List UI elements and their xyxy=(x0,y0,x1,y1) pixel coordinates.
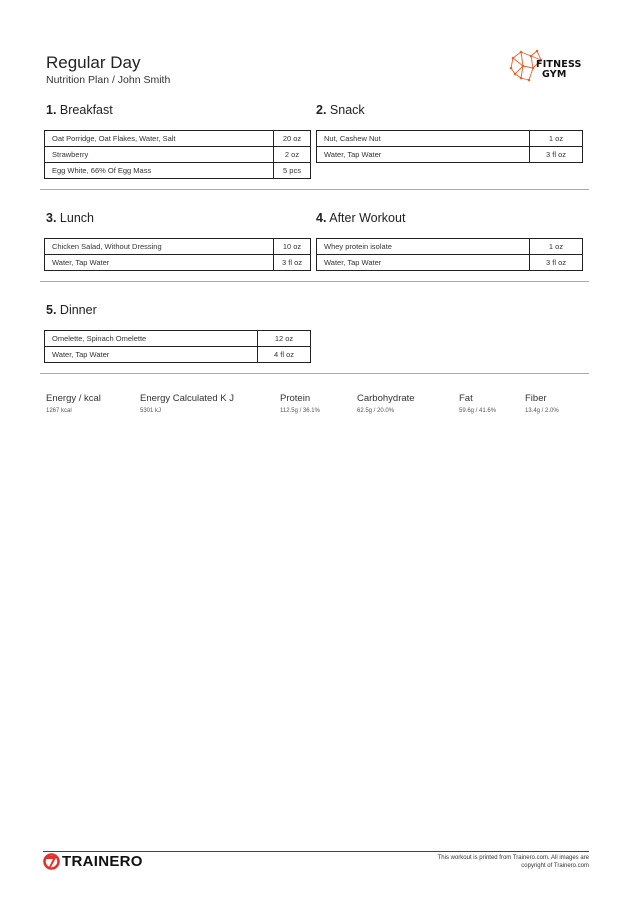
section-name: Lunch xyxy=(59,211,94,225)
food-cell: Chicken Salad, Without Dressing xyxy=(45,239,274,255)
food-cell: Water, Tap Water xyxy=(317,147,530,163)
section-divider xyxy=(40,189,589,190)
food-cell: Nut, Cashew Nut xyxy=(317,131,530,147)
food-cell: Water, Tap Water xyxy=(317,255,530,271)
page-subtitle: Nutrition Plan / John Smith xyxy=(46,74,171,86)
food-cell: Strawberry xyxy=(45,147,274,163)
food-cell: Water, Tap Water xyxy=(45,347,258,363)
quantity-cell: 3 fl oz xyxy=(530,255,583,271)
section-number: 5. xyxy=(46,303,57,317)
copyright-line: copyright of Trainero.com xyxy=(521,863,589,869)
nutrient-label: Energy / kcal xyxy=(46,393,101,404)
nutrient-energy-kcal xyxy=(46,393,101,414)
nutrient-value: 112.5g / 36.1% xyxy=(280,408,320,414)
trainero-mark-icon xyxy=(43,853,60,870)
copyright-line: This workout is printed from Trainero.com. All images are xyxy=(437,855,589,861)
quantity-cell: 1 oz xyxy=(530,131,583,147)
section-name: Breakfast xyxy=(59,103,113,117)
meal-table-lunch xyxy=(44,238,311,271)
section-name: Snack xyxy=(329,103,365,117)
table-row xyxy=(317,239,583,255)
table-row xyxy=(317,131,583,147)
nutrient-value: 5301 kJ xyxy=(140,408,162,414)
nutrient-fiber xyxy=(525,393,559,414)
section-title-lunch xyxy=(46,211,94,225)
brand-wordmark: TRAINERO xyxy=(62,853,143,870)
section-divider xyxy=(40,281,589,282)
quantity-cell: 4 fl oz xyxy=(258,347,311,363)
nutrient-fat xyxy=(459,393,496,414)
food-cell: Omelette, Spinach Omelette xyxy=(45,331,258,347)
table-row xyxy=(45,255,311,271)
section-title-snack xyxy=(316,103,365,117)
section-title-breakfast xyxy=(46,103,113,117)
table-row xyxy=(45,331,311,347)
meal-table-dinner xyxy=(44,330,311,363)
food-cell: Egg White, 66% Of Egg Mass xyxy=(45,163,274,179)
food-cell: Oat Porridge, Oat Flakes, Water, Salt xyxy=(45,131,274,147)
section-title-dinner xyxy=(46,303,97,317)
quantity-cell: 20 oz xyxy=(274,131,311,147)
quantity-cell: 3 fl oz xyxy=(530,147,583,163)
nutrient-label: Fat xyxy=(459,393,473,404)
section-number: 4. xyxy=(316,211,327,225)
fitness-gym-logo xyxy=(507,48,589,86)
section-number: 2. xyxy=(316,103,327,117)
section-divider xyxy=(40,373,589,374)
quantity-cell: 3 fl oz xyxy=(274,255,311,271)
section-name: Dinner xyxy=(59,303,97,317)
nutrient-label: Carbohydrate xyxy=(357,393,415,404)
section-title-after-workout xyxy=(316,211,405,225)
meal-table-snack xyxy=(316,130,583,163)
nutrient-value: 62.5g / 20.0% xyxy=(357,408,395,414)
quantity-cell: 10 oz xyxy=(274,239,311,255)
meal-table-after-workout xyxy=(316,238,583,271)
table-row xyxy=(317,255,583,271)
nutrient-value: 13.4g / 2.0% xyxy=(525,408,559,414)
table-row xyxy=(45,147,311,163)
table-row xyxy=(45,347,311,363)
nutrient-protein xyxy=(280,393,320,414)
section-number: 3. xyxy=(46,211,57,225)
nutrient-energy-kj xyxy=(140,393,234,414)
quantity-cell: 5 pcs xyxy=(274,163,311,179)
quantity-cell: 2 oz xyxy=(274,147,311,163)
table-row xyxy=(317,147,583,163)
table-row xyxy=(45,163,311,179)
quantity-cell: 1 oz xyxy=(530,239,583,255)
table-row xyxy=(45,239,311,255)
copyright-notice xyxy=(369,854,589,870)
nutrient-value: 1267 kcal xyxy=(46,408,72,414)
table-row xyxy=(45,131,311,147)
nutrient-value: 59.6g / 41.6% xyxy=(459,408,497,414)
food-cell: Whey protein isolate xyxy=(317,239,530,255)
logo-wordmark xyxy=(536,60,582,79)
logo-line-2: GYM xyxy=(542,68,567,80)
nutrient-label: Fiber xyxy=(525,393,547,404)
logo-line-1: FITNESS xyxy=(536,59,582,70)
page-title: Regular Day xyxy=(46,53,141,72)
nutrient-label: Protein xyxy=(280,393,311,404)
nutrient-label: Energy Calculated K J xyxy=(140,393,234,404)
footer-divider xyxy=(43,851,589,852)
meal-table-breakfast xyxy=(44,130,311,179)
nutrient-carbohydrate xyxy=(357,393,415,414)
section-name: After Workout xyxy=(329,211,406,225)
quantity-cell: 12 oz xyxy=(258,331,311,347)
section-number: 1. xyxy=(46,103,57,117)
food-cell: Water, Tap Water xyxy=(45,255,274,271)
